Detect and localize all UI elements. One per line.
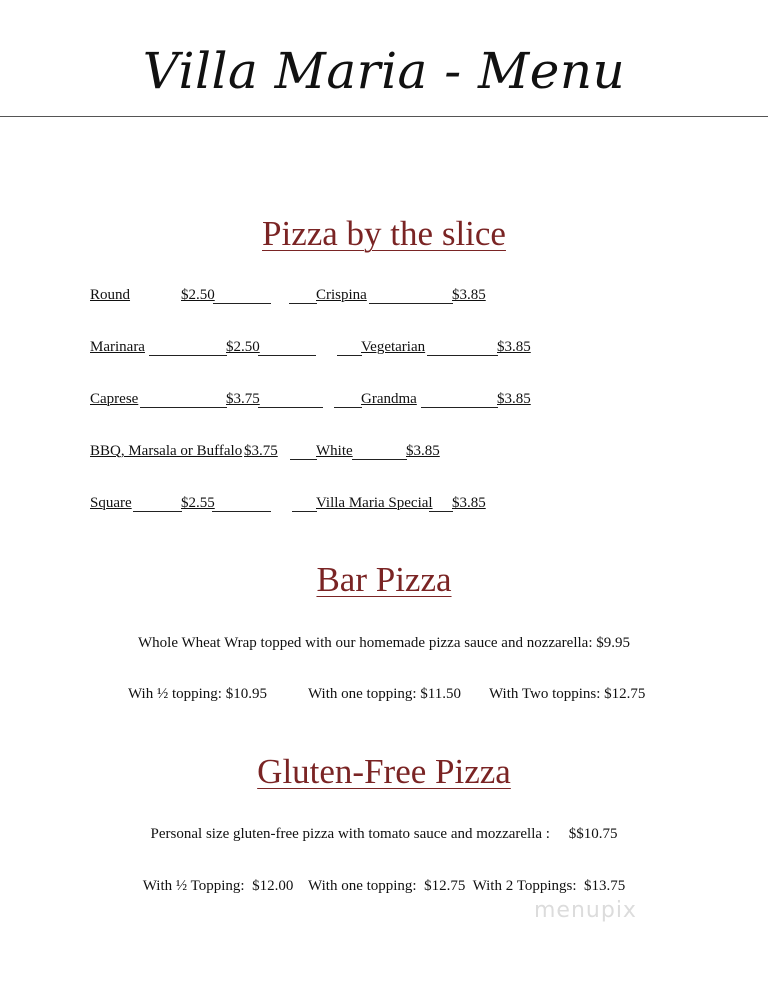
bar-option: Wih ½ topping: $10.95	[128, 686, 267, 702]
slice-item-price: $3.75	[226, 391, 260, 407]
leader-line	[427, 355, 498, 356]
slice-item-name: Grandma	[361, 391, 417, 407]
slice-item-name: Vegetarian	[361, 339, 426, 355]
slice-item-price: $2.50	[181, 287, 215, 303]
gluten-free-description: Personal size gluten-free pizza with tomato sauce and mozzarella : $$10.75	[150, 826, 618, 842]
slice-item-price: $2.55	[181, 495, 215, 511]
slice-item-price: $2.50	[226, 339, 260, 355]
slice-item-name: White	[316, 443, 353, 459]
bar-option: With Two toppins: $12.75	[489, 686, 646, 702]
leader-line	[213, 303, 271, 304]
slice-item-price: $3.85	[452, 495, 486, 511]
leader-line	[290, 459, 317, 460]
leader-line	[212, 511, 271, 512]
slice-item-name: Villa Maria Special	[316, 495, 433, 511]
bar-option: With one topping: $11.50	[308, 686, 461, 702]
slice-item-price: $3.85	[406, 443, 440, 459]
slice-heading: Pizza by the slice	[262, 214, 506, 253]
leader-line	[140, 407, 227, 408]
bar-heading: Bar Pizza	[316, 560, 452, 599]
slice-item-name: Marinara	[90, 339, 145, 355]
gluten-free-heading: Gluten-Free Pizza	[257, 752, 511, 791]
bar-description: Whole Wheat Wrap topped with our homemade pizza sauce and nozzarella: $9.95	[138, 635, 630, 651]
slice-item-name: BBQ, Marsala or Buffalo	[90, 443, 243, 459]
title-divider	[0, 116, 768, 117]
slice-item-name: Square	[90, 495, 132, 511]
leader-line	[334, 407, 362, 408]
gluten-free-options: With ½ Topping: $12.00 With one topping: $12.75 With 2 Toppings: $13.75	[142, 878, 626, 894]
slice-item-name: Crispina	[316, 287, 367, 303]
slice-item-price: $3.85	[452, 287, 486, 303]
leader-line	[369, 303, 453, 304]
slice-item-price: $3.85	[497, 391, 531, 407]
leader-line	[337, 355, 362, 356]
leader-line	[289, 303, 317, 304]
slice-item-name: Caprese	[90, 391, 139, 407]
leader-line	[133, 511, 182, 512]
leader-line	[258, 355, 316, 356]
leader-line	[149, 355, 227, 356]
leader-line	[421, 407, 498, 408]
menu-title: Villa Maria - Menu	[142, 42, 626, 100]
watermark: menupix	[534, 898, 637, 923]
leader-line	[292, 511, 317, 512]
slice-item-price: $3.85	[497, 339, 531, 355]
leader-line	[258, 407, 323, 408]
slice-item-price: $3.75	[244, 443, 278, 459]
slice-item-name: Round	[90, 287, 131, 303]
leader-line	[429, 511, 453, 512]
leader-line	[352, 459, 407, 460]
